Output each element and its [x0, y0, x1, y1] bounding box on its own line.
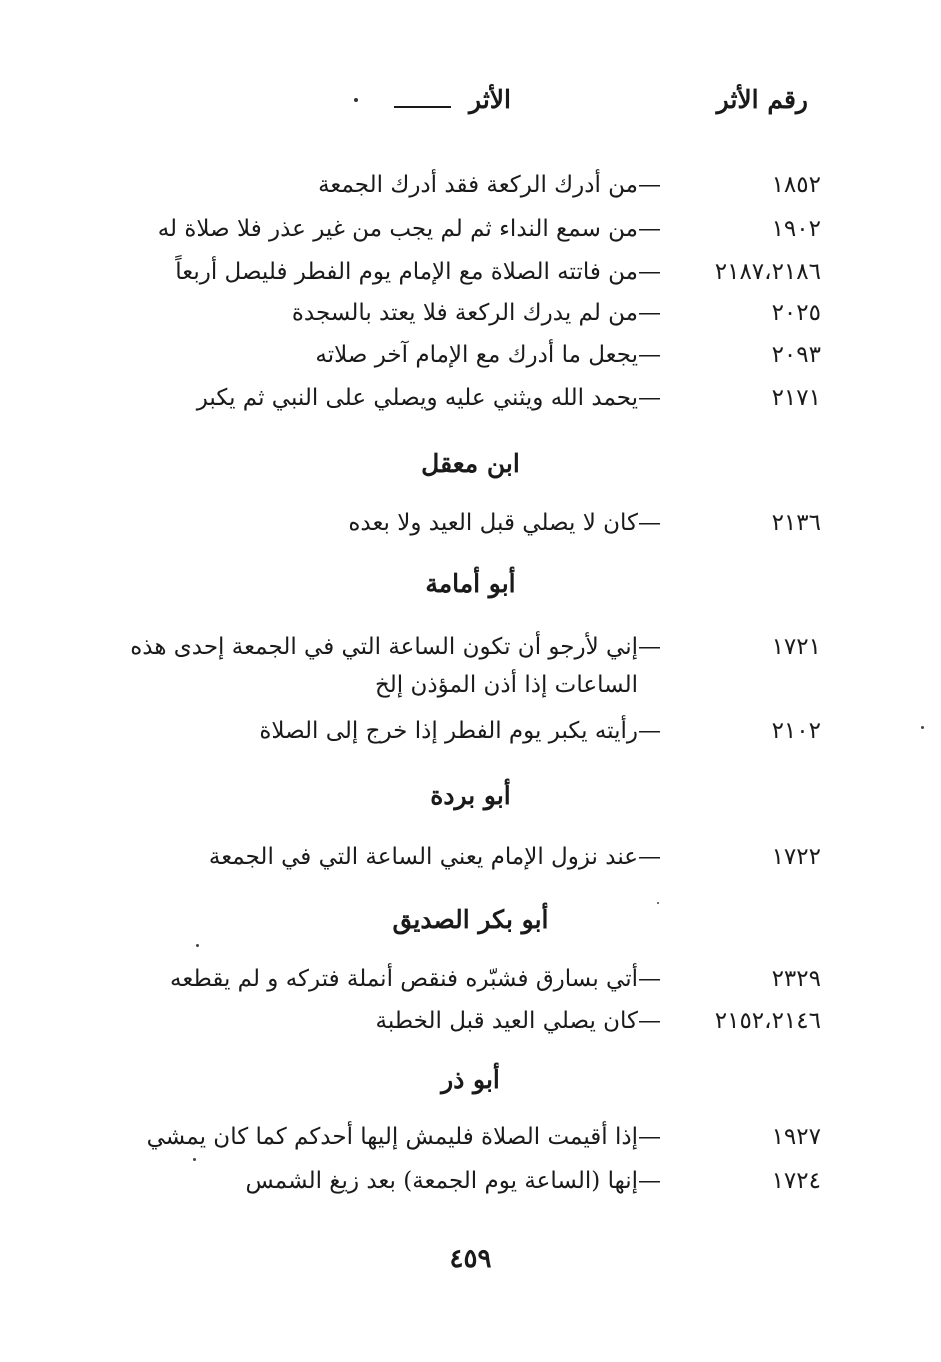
- entry-dash: —: [638, 385, 661, 411]
- entry-text: يحمد الله ويثني عليه ويصلي على النبي ثم يكبر: [196, 385, 638, 411]
- entry-dash: —: [638, 216, 661, 242]
- section-heading: أبو ذر: [441, 1065, 500, 1094]
- entry-text: من لم يدرك الركعة فلا يعتد بالسجدة: [291, 300, 638, 326]
- scan-speck: [193, 1158, 196, 1161]
- scan-speck: [657, 902, 659, 904]
- entry-number: ٢١٧١: [771, 385, 821, 411]
- section-heading: أبو بردة: [430, 781, 511, 810]
- entry-number: ١٧٢٢: [771, 844, 821, 870]
- entry-text: إذا أقيمت الصلاة فليمش إليها أحدكم كما كان يمشي: [146, 1124, 638, 1150]
- page-number: ٤٥٩: [449, 1244, 492, 1274]
- entry-number: ٢١٥٢،٢١٤٦: [714, 1008, 821, 1034]
- entry-dash: —: [638, 342, 661, 368]
- entry-dash: —: [638, 718, 661, 744]
- entry-text: يجعل ما أدرك مع الإمام آخر صلاته: [315, 342, 638, 368]
- section-heading: أبو أمامة: [425, 569, 516, 598]
- entry-number: ٢٣٢٩: [771, 966, 821, 992]
- scan-speck: [196, 944, 199, 947]
- entry-text: عند نزول الإمام يعني الساعة التي في الجمعة: [208, 844, 638, 870]
- entry-text: من أدرك الركعة فقد أدرك الجمعة: [318, 172, 638, 198]
- entry-dash: —: [638, 259, 661, 285]
- entry-text: رأيته يكبر يوم الفطر إذا خرج إلى الصلاة: [259, 718, 638, 744]
- entry-number: ١٧٢٤: [771, 1168, 821, 1194]
- entry-number: ١٧٢١: [771, 634, 821, 660]
- section-heading: أبو بكر الصديق: [392, 905, 549, 934]
- entry-text: من فاتته الصلاة مع الإمام يوم الفطر فليصل أربعاً: [175, 259, 638, 285]
- entry-text: من سمع النداء ثم لم يجب من غير عذر فلا صلاة له: [157, 216, 638, 242]
- entry-dash: —: [638, 1124, 661, 1150]
- entry-number: ١٨٥٢: [771, 172, 821, 198]
- entry-number: ٢٠٢٥: [771, 300, 821, 326]
- entry-number: ٢١٠٢: [771, 718, 821, 744]
- section-heading: ابن معقل: [421, 449, 520, 478]
- entry-number: ٢١٣٦: [771, 510, 821, 536]
- entry-dash: —: [638, 172, 661, 198]
- entry-dash: —: [638, 844, 661, 870]
- header-dot: [354, 98, 358, 102]
- scan-speck: [921, 726, 924, 729]
- column-header-number: رقم الأثر: [716, 85, 808, 114]
- entry-dash: —: [638, 966, 661, 992]
- entry-text: إنها (الساعة يوم الجمعة) بعد زيغ الشمس: [245, 1168, 638, 1194]
- entry-text: إني لأرجو أن تكون الساعة التي في الجمعة إحدى هذه: [130, 634, 638, 660]
- entry-dash: —: [638, 300, 661, 326]
- entry-number: ٢٠٩٣: [771, 342, 821, 368]
- entry-dash: —: [638, 1008, 661, 1034]
- entry-dash: —: [638, 634, 661, 660]
- entry-text-continuation: الساعات إذا أذن المؤذن إلخ: [374, 672, 638, 698]
- entry-dash: —: [638, 1168, 661, 1194]
- entry-dash: —: [638, 510, 661, 536]
- column-header-title: الأثر: [469, 82, 511, 118]
- entry-number: ١٩٢٧: [771, 1124, 821, 1150]
- entry-text: كان يصلي العيد قبل الخطبة: [375, 1008, 638, 1034]
- entry-number: ١٩٠٢: [771, 216, 821, 242]
- entry-text: أتي بسارق فشبّره فنقص أنملة فتركه و لم يقطعه: [170, 966, 638, 992]
- entry-number: ٢١٨٧،٢١٨٦: [714, 259, 821, 285]
- entry-text: كان لا يصلي قبل العيد ولا بعده: [348, 510, 638, 536]
